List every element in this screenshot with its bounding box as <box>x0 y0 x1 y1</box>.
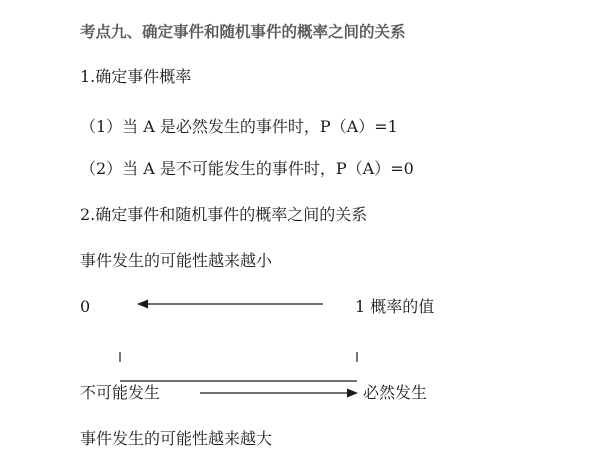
probability-zero-label: 0 <box>80 297 91 316</box>
diagram-top-label: 事件发生的可能性越来越小 <box>80 251 273 270</box>
probability-one-label: 1 概率的值 <box>355 297 435 316</box>
diagram-bottom-label: 事件发生的可能性越来越大 <box>80 429 273 448</box>
section2-title: 2.确定事件和随机事件的概率之间的关系 <box>80 205 368 224</box>
section1-title: 1.确定事件概率 <box>80 67 192 86</box>
impossible-label: 不可能发生 <box>80 383 161 402</box>
decreasing-arrow <box>137 300 323 309</box>
increasing-arrow <box>200 389 358 398</box>
certain-label: 必然发生 <box>363 383 428 402</box>
section-heading: 考点九、确定事件和随机事件的概率之间的关系 <box>80 22 406 41</box>
section1-item-certain: （1）当 A 是必然发生的事件时，P（A）=1 <box>80 117 398 136</box>
section1-item-impossible: （2）当 A 是不可能发生的事件时，P（A）=0 <box>80 159 414 178</box>
